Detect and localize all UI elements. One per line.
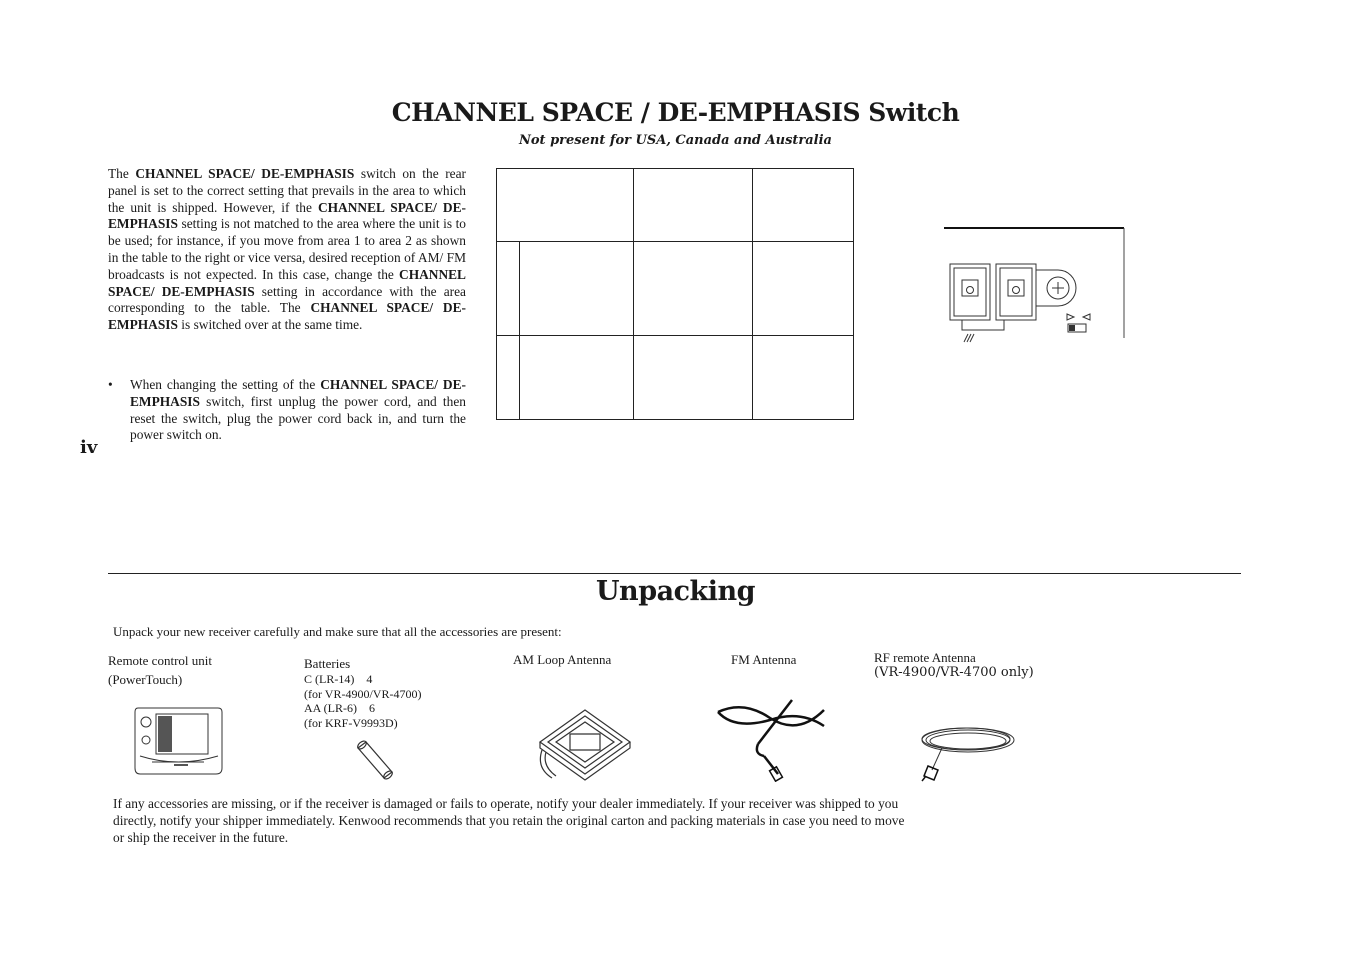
batteries-line3: AA (LR-6) 6 — [304, 701, 375, 715]
section-subtitle: Not present for USA, Canada and Australia — [519, 133, 832, 148]
intro-text-2: switch on the rear panel is set to the correct setting that prevails in the area to which the unit is shipped. However, if the — [108, 166, 466, 215]
table-row-area-1 — [497, 242, 854, 336]
rf-label-line2: (VR-4900/VR-4700 only) — [874, 665, 1034, 680]
intro-text-1: The — [108, 166, 136, 181]
table-cell — [634, 336, 753, 420]
table-cell — [497, 169, 634, 242]
table-row-area-2 — [497, 336, 854, 420]
bullet-text-1: When changing the setting of the — [130, 377, 321, 392]
table-cell — [497, 336, 520, 420]
section-title-unpacking: Unpacking — [596, 576, 755, 607]
intro-paragraph — [108, 166, 466, 334]
table-cell — [634, 169, 753, 242]
batteries-line4: (for KRF-V9993D) — [304, 715, 398, 730]
table-header-row — [497, 169, 854, 242]
table-cell — [520, 242, 634, 336]
unpacking-intro: Unpack your new receiver carefully and make sure that all the accessories are present: — [113, 624, 562, 639]
table-cell — [520, 336, 634, 420]
table-cell — [753, 169, 854, 242]
remote-label-line1: Remote control unit — [108, 653, 212, 668]
fm-antenna-icon — [714, 696, 830, 782]
accessory-rf-label — [874, 650, 1034, 680]
batteries-title: Batteries — [304, 656, 351, 671]
intro-bold-4: CHANNEL SPACE/ DE-EMPHASIS — [108, 300, 466, 333]
accessory-fm-label: FM Antenna — [731, 652, 797, 667]
bullet-bold-1: CHANNEL SPACE/ DE-EMPHASIS — [130, 377, 466, 409]
footer-paragraph: If any accessories are missing, or if the receiver is damaged or fails to operate, notify your dealer immediately. If your receiver was shipped to you directly, notify your shipper immediately. Kenwood recommends that you retain the original carton and packing materials in case you need to move or ship the receiver in the future. — [113, 796, 905, 845]
table-cell — [753, 242, 854, 336]
table-cell — [497, 242, 520, 336]
table-cell — [753, 336, 854, 420]
rf-antenna-icon — [918, 718, 1020, 782]
intro-text-3: setting is not matched to the area where the unit is to be used; for instance, if you move from area 1 to area 2 as shown in the table to the right or vice versa, desired reception of AM/ FM broadcasts is not expected. In this case, change the — [108, 216, 466, 282]
rear-panel-switch-illustration — [940, 222, 1130, 347]
intro-text-5: is switched over at the same time. — [177, 317, 363, 333]
batteries-line1: C (LR-14) 4 — [304, 672, 373, 686]
accessory-remote-label — [108, 651, 212, 689]
remote-label-line2: (PowerTouch) — [108, 672, 183, 687]
intro-bold-1: CHANNEL SPACE/ DE-EMPHASIS — [135, 166, 355, 181]
area-table — [496, 168, 854, 420]
batteries-line2: (for VR-4900/VR-4700) — [304, 686, 422, 701]
intro-bold-2: CHANNEL SPACE/ DE-EMPHASIS — [108, 199, 466, 232]
bullet-text-2: switch, first unplug the power cord, and then reset the switch, plug the power cord back in, and turn the power switch on. — [130, 393, 466, 443]
intro-bold-3: CHANNEL SPACE/ DE-EMPHASIS — [108, 266, 466, 299]
accessory-batteries-label — [304, 656, 421, 730]
remote-control-icon — [132, 704, 224, 776]
bullet-note — [108, 377, 466, 444]
accessory-am-label: AM Loop Antenna — [513, 652, 612, 667]
intro-text-4: setting in accordance with the area corresponding to the table. The — [108, 283, 466, 316]
section-divider — [108, 573, 1241, 574]
section-title-channel-space: CHANNEL SPACE / DE-EMPHASIS Switch — [391, 98, 960, 127]
rf-label-line1: RF remote Antenna — [874, 650, 976, 665]
bullet-symbol: • — [108, 377, 113, 392]
page-number: iv — [80, 437, 98, 458]
table-cell — [634, 242, 753, 336]
am-loop-antenna-icon — [530, 702, 640, 782]
battery-icon — [352, 738, 402, 786]
bullet-text — [130, 377, 466, 444]
